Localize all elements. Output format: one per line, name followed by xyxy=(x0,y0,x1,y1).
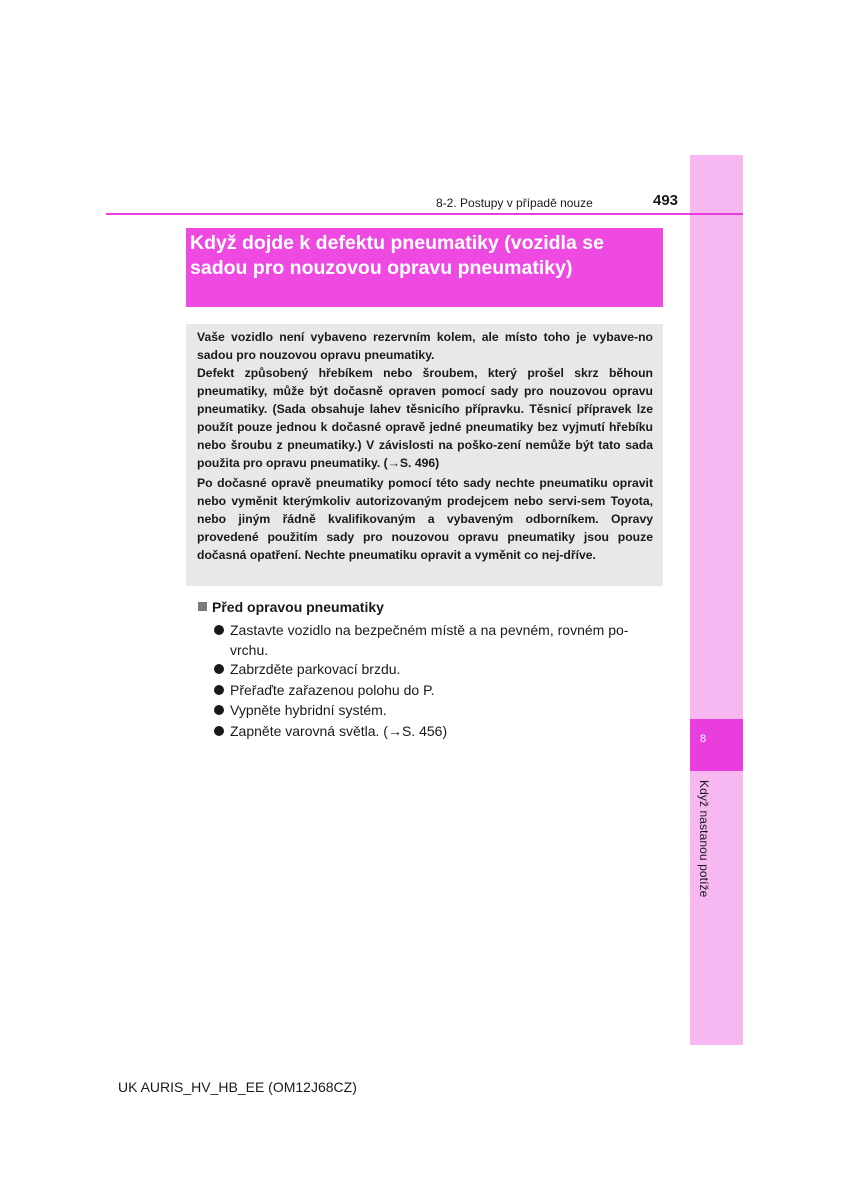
list-item xyxy=(214,620,662,660)
list-item xyxy=(214,721,662,741)
list-item-text: Vypněte hybridní systém. xyxy=(230,702,387,718)
bullet-icon xyxy=(214,705,224,715)
list-item xyxy=(214,700,662,720)
chapter-title-vertical: Když nastanou potíže xyxy=(697,780,711,898)
chapter-number: 8 xyxy=(699,733,707,745)
list-item xyxy=(214,659,662,679)
page-number: 493 xyxy=(653,192,679,209)
bullet-icon xyxy=(214,685,224,695)
before-repair-heading xyxy=(198,599,384,615)
bullet-icon xyxy=(214,625,224,635)
before-repair-heading-text: Před opravou pneumatiky xyxy=(212,599,384,615)
list-item-text: Přeřaďte zařazenou polohu do P. xyxy=(230,682,435,698)
section-label: 8-2. Postupy v případě nouze xyxy=(436,196,593,210)
footer-model-code: UK AURIS_HV_HB_EE (OM12J68CZ) xyxy=(118,1079,357,1095)
list-item-text: Zabrzděte parkovací brzdu. xyxy=(230,661,401,677)
notice-paragraph-3: Po dočasné opravě pneumatiky pomocí této sady nechte pneumatiku opravit nebo vyměnit kterýmkoliv autorizovaným prodejcem nebo servi-sem Toyota, nebo jiným řádně kvalifikovaným a vybaveným odborníkem. Opravy provedené použitím sady pro nouzovou opravu pneumatiky jsou pouze dočasná opatření. Nechte pneumatiku opravit a vyměnit co nej-dříve. xyxy=(197,476,653,562)
list-item-text: Zapněte varovná světla. (→S. 456) xyxy=(230,723,448,739)
header-divider xyxy=(106,213,743,215)
notice-paragraph-2: Defekt způsobený hřebíkem nebo šroubem, který prošel skrz běhoun pneumatiky, může být dočasně opraven pomocí sady pro nouzovou opravu pneumatiky. (Sada obsahuje lahev těsnicího přípravku. Těsnicí přípravek lze použít pouze jednou k dočasné opravě jedné pneumatiky bez vyjmutí hřebíku nebo šroubu z pneumatiky.) V závislosti na poško-zení nemůže být tato sada použita pro opravu pneumatiky. (→S. 496) xyxy=(197,366,653,470)
notice-box xyxy=(186,324,663,586)
list-item-text: Zastavte vozidlo na bezpečném místě a na pevném, rovném po-vrchu. xyxy=(230,622,629,658)
chapter-number-tab xyxy=(690,719,743,771)
bullet-icon xyxy=(214,664,224,674)
list-item xyxy=(214,680,662,700)
square-bullet-icon xyxy=(198,602,207,611)
bullet-icon xyxy=(214,726,224,736)
notice-paragraph-1: Vaše vozidlo není vybaveno rezervním kolem, ale místo toho je vybave-no sadou pro nouzovou opravu pneumatiky. xyxy=(197,330,653,362)
chapter-side-tab xyxy=(690,155,743,1045)
page-title: Když dojde k defektu pneumatiky (vozidla se sadou pro nouzovou opravu pneumatiky) xyxy=(190,232,604,279)
